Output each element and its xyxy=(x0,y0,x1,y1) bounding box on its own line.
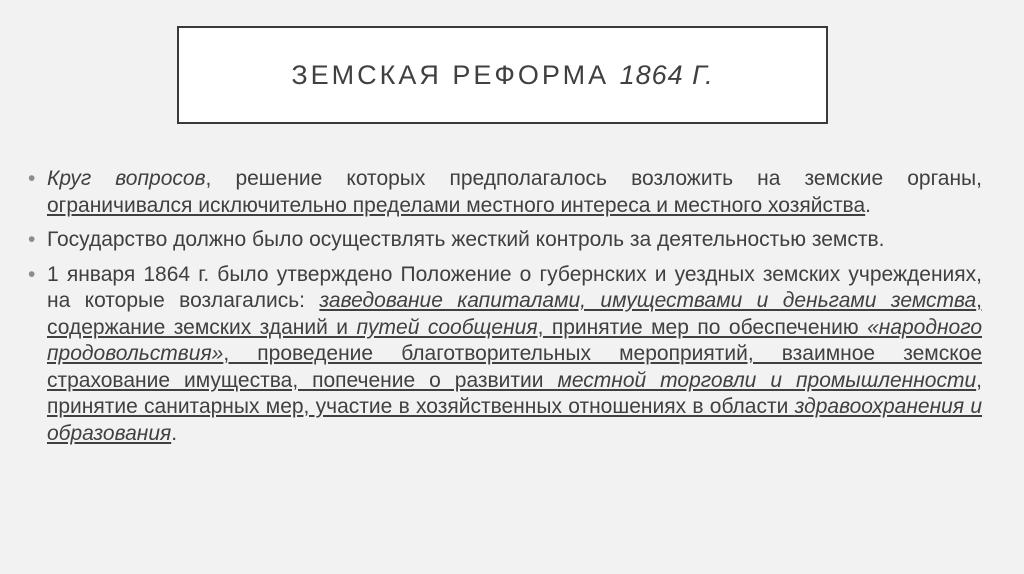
bullet3-capital-management: заведование капиталами, имуществами и деньгами земства xyxy=(319,289,977,312)
bullet3-text-2: , содержание земских зданий и xyxy=(47,289,983,339)
bullet-dot: • xyxy=(28,167,36,190)
bullet1-end: . xyxy=(865,193,872,217)
bullet3-text-3: , принятие мер по обеспечению xyxy=(537,315,868,339)
bullet-dot: • xyxy=(28,228,36,251)
bullet3-trade-industry: местной торговли и промышленности xyxy=(557,368,977,392)
bullet3-text-1: 1 января 1864 г. было утверждено Положение о губернских и уездных земских учреждениях, на которые возлагались: xyxy=(47,262,982,312)
bullet3-text-4: , проведение благотворительных мероприятий, взаимное земское страхование имущества, попечение о развитии xyxy=(47,342,982,392)
bullet-dot: • xyxy=(28,262,36,286)
bullet3-roads: путей сообщения xyxy=(356,315,538,339)
title-text: ЗЕМСКАЯ РЕФОРМА xyxy=(291,59,620,90)
bullet3-end: . xyxy=(171,421,178,445)
bullet3-health-education: здравоохранения и образования xyxy=(47,395,982,445)
bullet-item-regulation xyxy=(28,262,982,448)
bullet3-text-5: , принятие санитарных мер, участие в хозяйственных отношениях в области xyxy=(47,368,982,418)
title-box xyxy=(177,26,828,124)
bullet-item-scope xyxy=(28,166,982,219)
bullet-list xyxy=(28,166,982,447)
bullet2-text: Государство должно было осуществлять жесткий контроль за деятельностью земств. xyxy=(47,228,885,251)
slide-title xyxy=(291,60,713,91)
title-year: 1864 Г. xyxy=(619,59,714,90)
bullet1-underlined: ограничивался исключительно пределами местного интереса и местного хозяйства xyxy=(47,193,866,217)
bullet1-text: , решение которых предполагалось возложить на земские органы, xyxy=(205,167,982,190)
bullet1-italic: Круг вопросов xyxy=(47,167,206,190)
bullet-item-control xyxy=(28,227,982,254)
bullet3-food-supply: «народного продовольствия» xyxy=(47,315,982,365)
